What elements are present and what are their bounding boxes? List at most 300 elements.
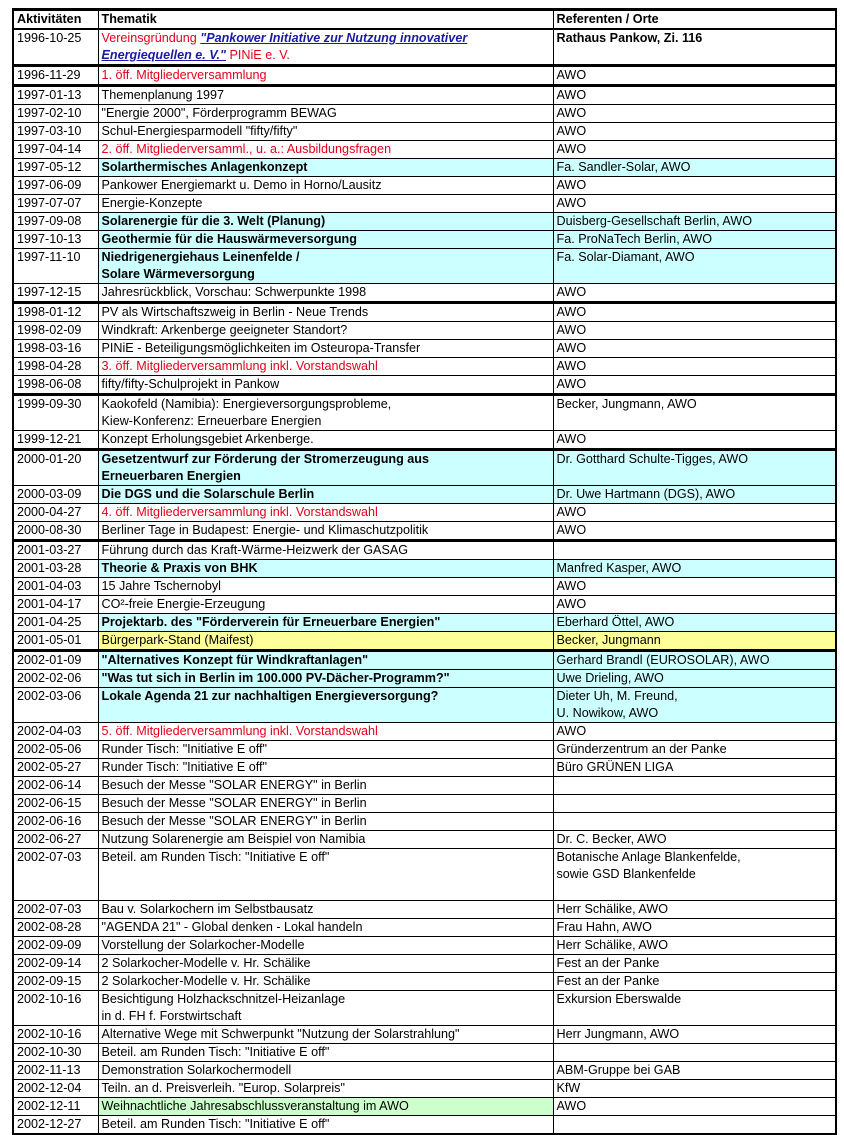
- row-topic: [98, 284, 553, 303]
- table-row: [13, 560, 836, 578]
- ref-line: [557, 813, 834, 830]
- row-date: 1998-01-12: [13, 303, 98, 322]
- topic-line: 4. öff. Mitgliederversammlung inkl. Vorstandswahl: [101, 505, 378, 519]
- topic-line: Alternative Wege mit Schwerpunkt "Nutzung der Solarstrahlung": [101, 1027, 460, 1041]
- row-ref: [553, 213, 836, 231]
- table-row: [13, 177, 836, 195]
- ref-line: AWO: [556, 359, 587, 373]
- header-ref: Referenten / Orte: [553, 10, 836, 30]
- ref-line: ABM-Gruppe bei GAB: [556, 1063, 681, 1077]
- row-ref: [553, 777, 836, 795]
- row-date: 2002-10-30: [13, 1044, 98, 1062]
- row-ref: [553, 849, 836, 901]
- topic-line: 2 Solarkocher-Modelle v. Hr. Schälike: [101, 956, 311, 970]
- topic-line: 5. öff. Mitgliederversammlung inkl. Vorstandswahl: [101, 724, 378, 738]
- row-topic: [98, 777, 553, 795]
- topic-line: 15 Jahre Tschernobyl: [101, 579, 221, 593]
- topic-line: Demonstration Solarkochermodell: [101, 1063, 292, 1077]
- ref-line: AWO: [556, 285, 587, 299]
- row-date: 1998-06-08: [13, 376, 98, 395]
- ref-line: Becker, Jungmann: [556, 633, 661, 647]
- topic-line: Besuch der Messe "SOLAR ENERGY" in Berlin: [101, 796, 367, 810]
- row-ref: [553, 284, 836, 303]
- row-topic: [98, 741, 553, 759]
- ref-line: Exkursion Eberswalde: [556, 992, 682, 1006]
- row-ref: [553, 86, 836, 105]
- row-ref: [553, 596, 836, 614]
- table-row: [13, 632, 836, 651]
- row-ref: [553, 141, 836, 159]
- row-topic: [98, 141, 553, 159]
- row-topic: [98, 322, 553, 340]
- row-date: 2002-06-14: [13, 777, 98, 795]
- topic-line: Jahresrückblick, Vorschau: Schwerpunkte 1998: [101, 285, 367, 299]
- topic-line: Bürgerpark-Stand (Maifest): [101, 633, 254, 647]
- topic-line: 3. öff. Mitgliederversammlung inkl. Vorstandswahl: [101, 359, 378, 373]
- row-date: 2002-02-06: [13, 670, 98, 688]
- row-topic: [98, 1116, 553, 1135]
- row-date: 1997-02-10: [13, 105, 98, 123]
- topic-line: 1. öff. Mitgliederversammlung: [101, 68, 267, 82]
- row-topic: [98, 688, 553, 723]
- ref-line: [557, 1044, 834, 1061]
- table-row: [13, 973, 836, 991]
- row-date: 2000-03-09: [13, 486, 98, 504]
- table-row: [13, 159, 836, 177]
- row-ref: [553, 303, 836, 322]
- topic-line: 2. öff. Mitgliederversamml., u. a.: Ausbildungsfragen: [101, 142, 392, 156]
- row-topic: [98, 831, 553, 849]
- topic-line: PINiE - Beteiligungsmöglichkeiten im Osteuropa-Transfer: [101, 341, 421, 355]
- ref-line: Gründerzentrum an der Panke: [556, 742, 727, 756]
- table-row: [13, 813, 836, 831]
- ref-line: [557, 777, 834, 794]
- topic-part: PINiE e. V.: [226, 48, 290, 62]
- row-date: 1997-09-08: [13, 213, 98, 231]
- ref-line: AWO: [556, 68, 587, 82]
- row-topic: [98, 1098, 553, 1116]
- table-row: [13, 849, 836, 901]
- row-topic: [98, 651, 553, 670]
- topic-line: [102, 866, 551, 883]
- row-ref: [553, 973, 836, 991]
- row-ref: [553, 1062, 836, 1080]
- topic-line: Solare Wärmeversorgung: [101, 267, 255, 281]
- topic-line: Gesetzentwurf zur Förderung der Stromerzeugung aus: [101, 452, 429, 466]
- row-ref: [553, 395, 836, 431]
- topic-line: Energie-Konzepte: [101, 196, 203, 210]
- ref-line: Dieter Uh, M. Freund,: [556, 689, 678, 703]
- row-ref: [553, 486, 836, 504]
- row-topic: [98, 541, 553, 560]
- row-topic: [98, 813, 553, 831]
- row-date: 2000-04-27: [13, 504, 98, 522]
- table-row: [13, 86, 836, 105]
- row-topic: [98, 340, 553, 358]
- row-topic: [98, 303, 553, 322]
- row-ref: [553, 759, 836, 777]
- topic-line: "AGENDA 21" - Global denken - Lokal handeln: [101, 920, 363, 934]
- row-ref: [553, 358, 836, 376]
- ref-line: Fest an der Panke: [556, 974, 660, 988]
- ref-line: Dr. Uwe Hartmann (DGS), AWO: [556, 487, 736, 501]
- row-date: 2002-10-16: [13, 1026, 98, 1044]
- row-ref: [553, 955, 836, 973]
- topic-line: "Energie 2000", Förderprogramm BEWAG: [101, 106, 337, 120]
- table-row: [13, 213, 836, 231]
- row-ref: [553, 795, 836, 813]
- row-ref: [553, 340, 836, 358]
- row-date: 2002-08-28: [13, 919, 98, 937]
- topic-line: Niedrigenergiehaus Leinenfelde /: [101, 250, 300, 264]
- row-topic: [98, 195, 553, 213]
- table-row: [13, 376, 836, 395]
- topic-line: Besuch der Messe "SOLAR ENERGY" in Berlin: [101, 778, 367, 792]
- row-topic: [98, 670, 553, 688]
- row-ref: [553, 651, 836, 670]
- table-row: [13, 303, 836, 322]
- row-ref: [553, 831, 836, 849]
- table-row: [13, 688, 836, 723]
- row-date: 2002-01-09: [13, 651, 98, 670]
- topic-line: Pankower Energiemarkt u. Demo in Horno/Lausitz: [101, 178, 382, 192]
- topic-line: fifty/fifty-Schulprojekt in Pankow: [101, 377, 280, 391]
- row-date: 2000-08-30: [13, 522, 98, 541]
- topic-line: Beteil. am Runden Tisch: "Initiative E off": [101, 1117, 330, 1131]
- row-ref: [553, 159, 836, 177]
- topic-line: Beteil. am Runden Tisch: "Initiative E off": [101, 1045, 330, 1059]
- ref-line: Dr. Gotthard Schulte-Tigges, AWO: [556, 452, 749, 466]
- row-topic: [98, 1080, 553, 1098]
- row-ref: [553, 578, 836, 596]
- topic-line: Runder Tisch: "Initiative E off": [101, 742, 268, 756]
- row-ref: [553, 1026, 836, 1044]
- row-date: 2002-12-11: [13, 1098, 98, 1116]
- ref-line: Rathaus Pankow, Zi. 116: [556, 31, 703, 45]
- topic-line: Themenplanung 1997: [101, 88, 225, 102]
- row-topic: [98, 632, 553, 651]
- row-topic: [98, 358, 553, 376]
- row-date: 1997-04-14: [13, 141, 98, 159]
- table-row: [13, 340, 836, 358]
- row-ref: [553, 450, 836, 486]
- topic-line: Kiew-Konferenz: Erneuerbare Energien: [101, 414, 322, 428]
- topic-line: "Was tut sich in Berlin im 100.000 PV-Dächer-Programm?": [101, 671, 450, 685]
- table-row: [13, 249, 836, 284]
- row-date: 1997-01-13: [13, 86, 98, 105]
- table-row: [13, 486, 836, 504]
- row-date: 1997-10-13: [13, 231, 98, 249]
- row-topic: [98, 159, 553, 177]
- row-topic: [98, 991, 553, 1026]
- table-row: [13, 759, 836, 777]
- table-row: [13, 395, 836, 431]
- row-ref: [553, 1080, 836, 1098]
- topic-line: Nutzung Solarenergie am Beispiel von Namibia: [101, 832, 366, 846]
- ref-line: Fest an der Panke: [556, 956, 660, 970]
- topic-line: Bau v. Solarkochern im Selbstbausatz: [101, 902, 314, 916]
- ref-line: AWO: [556, 341, 587, 355]
- table-row: [13, 504, 836, 522]
- topic-line: Solarenergie für die 3. Welt (Planung): [101, 214, 326, 228]
- ref-line: [557, 542, 834, 559]
- table-row: [13, 431, 836, 450]
- row-topic: [98, 1062, 553, 1080]
- row-date: 2002-04-03: [13, 723, 98, 741]
- row-ref: [553, 177, 836, 195]
- table-row: [13, 670, 836, 688]
- ref-line: AWO: [556, 724, 587, 738]
- table-row: [13, 141, 836, 159]
- row-ref: [553, 688, 836, 723]
- row-date: 2002-05-27: [13, 759, 98, 777]
- table-row: [13, 919, 836, 937]
- table-row: [13, 795, 836, 813]
- table-row: [13, 1116, 836, 1135]
- ref-line: AWO: [556, 88, 587, 102]
- row-topic: [98, 29, 553, 66]
- association-name-link[interactable]: Energiequellen e. V.": [101, 48, 226, 62]
- table-row: [13, 322, 836, 340]
- row-date: 2002-06-16: [13, 813, 98, 831]
- ref-line: Herr Schälike, AWO: [556, 902, 669, 916]
- ref-line: Duisberg-Gesellschaft Berlin, AWO: [556, 214, 753, 228]
- ref-line: [557, 1116, 834, 1133]
- row-topic: [98, 614, 553, 632]
- row-date: 2001-04-03: [13, 578, 98, 596]
- topic-line: Konzept Erholungsgebiet Arkenberge.: [101, 432, 314, 446]
- row-date: 2002-06-27: [13, 831, 98, 849]
- topic-line: CO²-freie Energie-Erzeugung: [101, 597, 266, 611]
- row-topic: [98, 522, 553, 541]
- table-row: [13, 231, 836, 249]
- row-ref: [553, 29, 836, 66]
- topic-line: 2 Solarkocher-Modelle v. Hr. Schälike: [101, 974, 311, 988]
- row-ref: [553, 919, 836, 937]
- row-topic: [98, 1044, 553, 1062]
- row-date: 2001-03-28: [13, 560, 98, 578]
- row-date: 2002-05-06: [13, 741, 98, 759]
- row-date: 1997-12-15: [13, 284, 98, 303]
- row-topic: [98, 901, 553, 919]
- ref-line: Botanische Anlage Blankenfelde,: [556, 850, 741, 864]
- table-row: [13, 1080, 836, 1098]
- table-row: [13, 29, 836, 66]
- header-row: [13, 10, 836, 30]
- row-ref: [553, 741, 836, 759]
- table-row: [13, 450, 836, 486]
- table-row: [13, 901, 836, 919]
- topic-line: Berliner Tage in Budapest: Energie- und Klimaschutzpolitik: [101, 523, 429, 537]
- row-date: 1999-12-21: [13, 431, 98, 450]
- row-ref: [553, 231, 836, 249]
- topic-line: Vorstellung der Solarkocher-Modelle: [101, 938, 305, 952]
- table-row: [13, 1026, 836, 1044]
- row-ref: [553, 723, 836, 741]
- row-ref: [553, 322, 836, 340]
- row-topic: [98, 596, 553, 614]
- row-date: 1997-06-09: [13, 177, 98, 195]
- ref-line: Herr Schälike, AWO: [556, 938, 669, 952]
- row-topic: [98, 231, 553, 249]
- row-topic: [98, 1026, 553, 1044]
- topic-line: Beteil. am Runden Tisch: "Initiative E off": [101, 850, 330, 864]
- row-date: 1996-10-25: [13, 29, 98, 66]
- row-date: 2002-03-06: [13, 688, 98, 723]
- row-date: 1998-03-16: [13, 340, 98, 358]
- ref-line: Büro GRÜNEN LIGA: [556, 760, 674, 774]
- row-topic: [98, 123, 553, 141]
- row-date: 2002-09-14: [13, 955, 98, 973]
- row-topic: [98, 86, 553, 105]
- row-date: 2002-07-03: [13, 901, 98, 919]
- row-date: 2002-11-13: [13, 1062, 98, 1080]
- row-ref: [553, 105, 836, 123]
- topic-line: Windkraft: Arkenberge geeigneter Standort?: [101, 323, 348, 337]
- ref-line: [557, 795, 834, 812]
- row-ref: [553, 614, 836, 632]
- ref-line: sowie GSD Blankenfelde: [556, 867, 696, 881]
- row-topic: [98, 177, 553, 195]
- row-topic: [98, 66, 553, 86]
- row-ref: [553, 123, 836, 141]
- row-date: 2001-03-27: [13, 541, 98, 560]
- ref-line: Herr Jungmann, AWO: [556, 1027, 680, 1041]
- ref-line: AWO: [556, 178, 587, 192]
- header-topic: Thematik: [98, 10, 553, 30]
- row-date: 1996-11-29: [13, 66, 98, 86]
- row-topic: [98, 759, 553, 777]
- topic-line: Lokale Agenda 21 zur nachhaltigen Energieversorgung?: [101, 689, 439, 703]
- row-ref: [553, 249, 836, 284]
- row-date: 1999-09-30: [13, 395, 98, 431]
- row-ref: [553, 901, 836, 919]
- row-date: 1998-04-28: [13, 358, 98, 376]
- row-topic: [98, 795, 553, 813]
- ref-line: Uwe Drieling, AWO: [556, 671, 664, 685]
- topic-line: Teiln. an d. Preisverleih. "Europ. Solarpreis": [101, 1081, 345, 1095]
- row-date: 1997-07-07: [13, 195, 98, 213]
- row-topic: [98, 849, 553, 901]
- row-topic: [98, 973, 553, 991]
- table-row: [13, 105, 836, 123]
- table-row: [13, 578, 836, 596]
- ref-line: AWO: [556, 597, 587, 611]
- table-row: [13, 831, 836, 849]
- row-ref: [553, 632, 836, 651]
- row-ref: [553, 541, 836, 560]
- row-date: 2002-12-27: [13, 1116, 98, 1135]
- table-row: [13, 1062, 836, 1080]
- row-date: 2002-09-09: [13, 937, 98, 955]
- ref-line: U. Nowikow, AWO: [556, 706, 659, 720]
- ref-line: Fa. Sandler-Solar, AWO: [556, 160, 691, 174]
- table-row: [13, 723, 836, 741]
- row-topic: [98, 105, 553, 123]
- row-topic: [98, 723, 553, 741]
- row-topic: [98, 486, 553, 504]
- row-ref: [553, 66, 836, 86]
- row-topic: [98, 919, 553, 937]
- topic-line: Besuch der Messe "SOLAR ENERGY" in Berlin: [101, 814, 367, 828]
- row-date: 1997-03-10: [13, 123, 98, 141]
- row-topic: [98, 249, 553, 284]
- association-name-link[interactable]: "Pankower Initiative zur Nutzung innovativer: [200, 31, 468, 45]
- ref-line: Gerhard Brandl (EUROSOLAR), AWO: [556, 653, 770, 667]
- row-date: 2000-01-20: [13, 450, 98, 486]
- row-ref: [553, 504, 836, 522]
- table-row: [13, 651, 836, 670]
- row-topic: [98, 504, 553, 522]
- row-ref: [553, 1116, 836, 1135]
- ref-line: Dr. C. Becker, AWO: [556, 832, 667, 846]
- topic-line: Runder Tisch: "Initiative E off": [101, 760, 268, 774]
- row-topic: [98, 376, 553, 395]
- ref-line: Fa. Solar-Diamant, AWO: [556, 250, 695, 264]
- topic-line: Theorie & Praxis von BHK: [101, 561, 258, 575]
- topic-line: Geothermie für die Hauswärmeversorgung: [101, 232, 357, 246]
- row-topic: [98, 450, 553, 486]
- ref-line: AWO: [556, 196, 587, 210]
- ref-line: Manfred Kasper, AWO: [556, 561, 682, 575]
- row-date: 2001-05-01: [13, 632, 98, 651]
- table-row: [13, 66, 836, 86]
- row-date: 2001-04-17: [13, 596, 98, 614]
- row-ref: [553, 937, 836, 955]
- row-ref: [553, 560, 836, 578]
- activity-sheet: [12, 8, 835, 1135]
- ref-line: KfW: [556, 1081, 581, 1095]
- table-row: [13, 195, 836, 213]
- row-date: 2002-10-16: [13, 991, 98, 1026]
- table-row: [13, 1044, 836, 1062]
- ref-line: AWO: [556, 579, 587, 593]
- row-date: 2002-06-15: [13, 795, 98, 813]
- table-row: [13, 991, 836, 1026]
- ref-line: AWO: [556, 305, 587, 319]
- ref-line: AWO: [556, 377, 587, 391]
- ref-line: AWO: [556, 124, 587, 138]
- row-ref: [553, 195, 836, 213]
- topic-part: Vereinsgründung: [101, 31, 201, 45]
- row-topic: [98, 955, 553, 973]
- table-row: [13, 596, 836, 614]
- row-ref: [553, 522, 836, 541]
- ref-line: Frau Hahn, AWO: [556, 920, 652, 934]
- table-row: [13, 123, 836, 141]
- row-ref: [553, 1044, 836, 1062]
- row-topic: [98, 395, 553, 431]
- ref-line: AWO: [556, 432, 587, 446]
- topic-line: Weihnachtliche Jahresabschlussveranstaltung im AWO: [101, 1099, 409, 1113]
- row-ref: [553, 431, 836, 450]
- table-row: [13, 1098, 836, 1116]
- ref-line: AWO: [556, 523, 587, 537]
- table-row: [13, 614, 836, 632]
- topic-line: Kaokofeld (Namibia): Energieversorgungsprobleme,: [101, 397, 392, 411]
- table-row: [13, 777, 836, 795]
- table-row: [13, 358, 836, 376]
- table-row: [13, 741, 836, 759]
- ref-line: AWO: [556, 106, 587, 120]
- ref-line: AWO: [556, 142, 587, 156]
- topic-line: PV als Wirtschaftszweig in Berlin - Neue Trends: [101, 305, 369, 319]
- row-date: 2001-04-25: [13, 614, 98, 632]
- row-ref: [553, 1098, 836, 1116]
- topic-line: in d. FH f. Forstwirtschaft: [101, 1009, 242, 1023]
- ref-line: Becker, Jungmann, AWO: [556, 397, 697, 411]
- activities-table: [12, 8, 837, 1135]
